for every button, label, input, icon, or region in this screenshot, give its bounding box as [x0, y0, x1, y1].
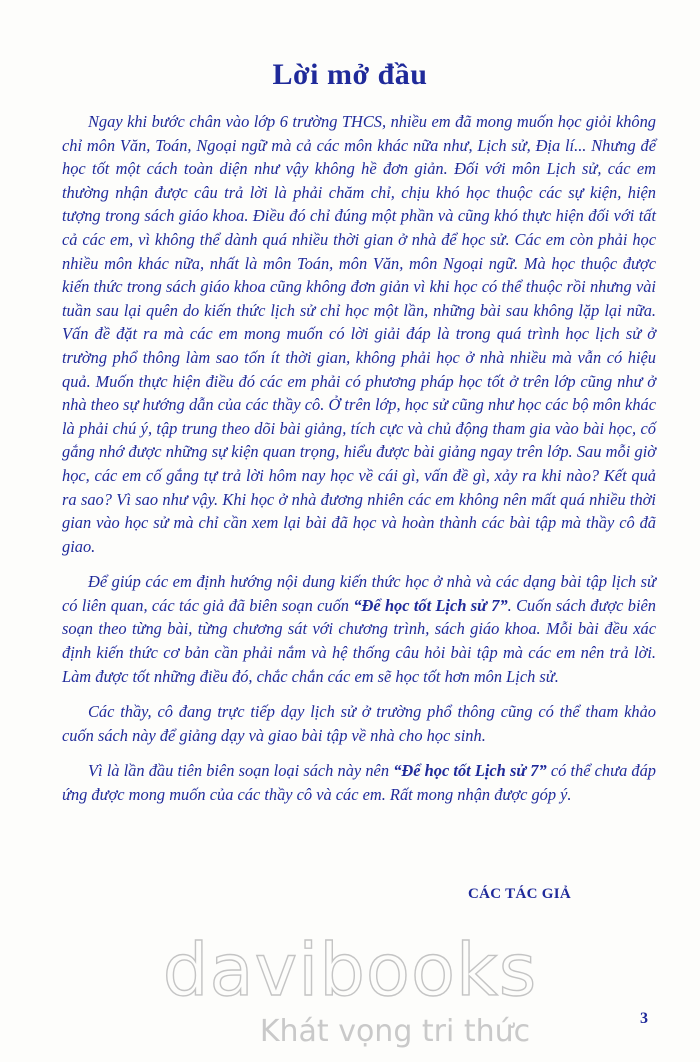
paragraph-3: Các thầy, cô đang trực tiếp dạy lịch sử ở trường phổ thông cũng có thể tham khảo cuốn sách này để giảng dạy và giao bài tập về nhà cho học sinh.	[62, 702, 656, 745]
page-number: 3	[640, 1010, 648, 1027]
authors-signature: CÁC TÁC GIẢ	[468, 886, 572, 902]
paragraph-2-text-b: . Cuốn sách được biên soạn theo từng bài, từng chương sát với chương trình, sách giáo khoa. Mỗi bài đều xác định kiến thức cơ bản cần phải nắm và hệ thống câu hỏi bài tập mà các em nên trả lời. Làm được tốt những điều đó, chắc chắn các em sẽ học tốt hơn môn Lịch sử.	[62, 595, 656, 686]
page-title: Lời mở đầu	[272, 58, 428, 91]
paragraph-4	[62, 759, 656, 806]
book-title: “Để học tốt Lịch sử 7”	[393, 761, 547, 781]
book-title: “Để học tốt Lịch sử 7”	[353, 595, 508, 615]
paragraph-2	[62, 570, 656, 688]
paragraph-1: Ngay khi bước chân vào lớp 6 trường THCS, nhiều em đã mong muốn học giỏi không chỉ môn Văn, Toán, Ngoại ngữ mà cả các môn khác nữa như, Lịch sử, Địa lí... Nhưng để học tốt một cách toàn diện như vậy không hề đơn giản. Đối với môn Lịch sử, các em thường nhận được câu trả lời là phải chăm chỉ, chịu khó học thuộc các sự kiện, hiện tượng trong sách giáo khoa. Điều đó chỉ đúng một phần và cũng khó thực hiện đối với tất cả các em, vì không thể dành quá nhiều thời gian ở nhà để học sử. Các em còn phải học nhiều môn khác nữa, nhất là môn Toán, môn Văn, môn Ngoại ngữ. Mà học thuộc được kiến thức trong sách giáo khoa cũng không đơn giản vì khi học có thể thuộc rồi nhưng vài tuần sau lại quên do kiến thức lịch sử chỉ học một lần, những bài sau không lặp lại nữa. Vấn đề đặt ra mà các em mong muốn có lời giải đáp là trong quá trình học lịch sử ở trường phổ thông làm sao tốn ít thời gian, không phải học ở nhà nhiều mà vẫn có hiệu quả. Muốn thực hiện điều đó các em phải có phương pháp học tốt ở trên lớp cũng như ở nhà theo sự hướng dẫn của các thầy cô. Ở trên lớp, học sử cũng như học các bộ môn khác là phải chú ý, tập trung theo dõi bài giảng, tích cực và chủ động tham gia vào bài học, cố gắng nhớ được những sự kiện quan trọng, hiểu được bài giảng ngay trên lớp. Sau mỗi giờ học, các em cố gắng tự trả lời hôm nay học về cái gì, vấn đề gì, xảy ra khi nào? Kết quả ra sao? Vì sao như vậy. Khi học ở nhà đương nhiên các em không nên mất quá nhiều thời gian vào học sử mà chỉ cần xem lại bài đã học và hoàn thành các bài tập mà thầy cô đã giao.	[62, 112, 656, 556]
preface-body	[62, 110, 656, 807]
paragraph-4-text-a: Vì là lần đầu tiên biên soạn loại sách này nên	[88, 761, 394, 781]
watermark-tagline: Khát vọng tri thức	[259, 1014, 531, 1049]
paragraph-4-text-b: có thể chưa đáp ứng được mong muốn của các thầy cô và các em. Rất mong nhận được góp ý.	[62, 761, 657, 805]
paragraph-2-text-a: Để giúp các em định hướng nội dung kiến thức học ở nhà và các dạng bài tập lịch sử có liên quan, các tác giả đã biên soạn cuốn	[62, 572, 656, 615]
watermark-brand: davibooks	[162, 928, 538, 1012]
